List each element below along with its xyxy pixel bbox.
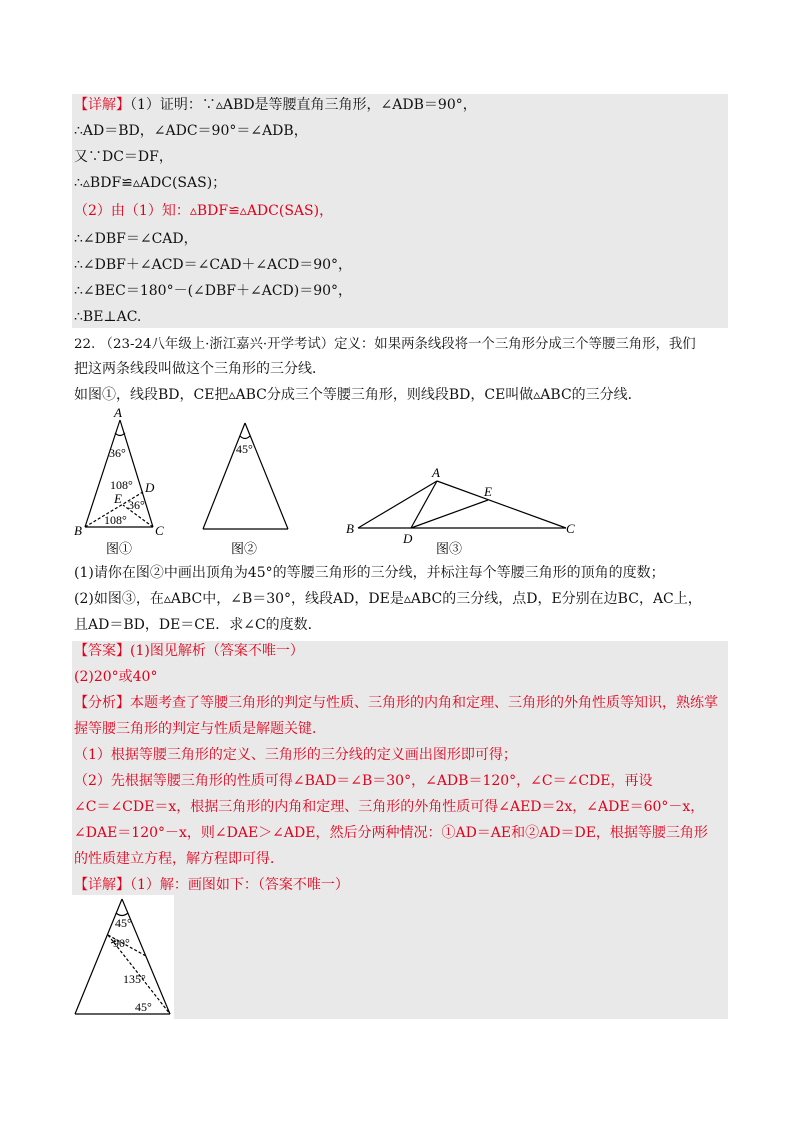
analysis-tag: 【分析】 xyxy=(74,695,130,711)
fig2-caption: 图② xyxy=(231,541,258,555)
answer-tag: 【答案】 xyxy=(74,643,130,659)
fig3-label-E: E xyxy=(484,484,492,499)
figure-3 xyxy=(358,481,566,528)
fig1-label-C: C xyxy=(155,523,164,538)
analysis-line-2: 握等腰三角形的判定与性质是解题关键． xyxy=(74,721,326,737)
fig1-angle-bottom: 108° xyxy=(104,513,127,527)
fig1-caption: 图① xyxy=(106,541,133,555)
fig3-label-B: B xyxy=(346,521,354,536)
fig2-angle: 45° xyxy=(236,442,253,456)
problem-line-2: 把这两条线段叫做这个三角形的三分线． xyxy=(74,361,326,377)
analysis-line-4: （2）先根据等腰三角形的性质可得∠BAD＝∠B＝30°，∠ADB＝120°，∠C＝∠CDE，再设 xyxy=(74,773,653,789)
detail-text-2: （1）解：画图如下：（答案不唯一） xyxy=(130,877,349,893)
solution-line-9: ∴BE⊥AC. xyxy=(74,309,142,325)
fig1-label-B: B xyxy=(74,523,82,538)
fig1-label-D: D xyxy=(145,480,155,495)
detail-tag-2: 【详解】 xyxy=(74,877,130,893)
fig3-label-D: D xyxy=(403,531,413,546)
analysis-line-5: ∠C＝∠CDE＝x，根据三角形的内角和定理、三角形的外角性质可得∠AED＝2x，∠ADE＝60°－x， xyxy=(74,799,705,815)
detail-tag: 【详解】 xyxy=(74,97,130,113)
solution-line-5: （2）由（1）知：▵BDF≌▵ADC(SAS)， xyxy=(74,203,334,219)
fig1-angle-d: 108° xyxy=(110,478,133,492)
detail-line-2 xyxy=(74,876,349,894)
solution-angle-mid: 135° xyxy=(123,972,146,986)
solution-figure xyxy=(70,893,190,1023)
solution-angle-bottom: 45° xyxy=(135,1000,152,1014)
analysis-text: 本题考查了等腰三角形的判定与性质、三角形的内角和定理、三角形的外角性质等知识，熟练掌 xyxy=(130,695,718,711)
fig3-label-A: A xyxy=(432,465,440,480)
analysis-line-1 xyxy=(74,694,718,712)
figure-2 xyxy=(203,423,288,529)
analysis-line-6: ∠DAE＝120°－x，则∠DAE＞∠ADE，然后分两种情况：①AD＝AE和②AD＝DE，根据等腰三角形 xyxy=(74,825,708,841)
answer-part-2: (2)20°或40° xyxy=(74,669,158,685)
solution-line-4: ∴▵BDF≌▵ADC(SAS)； xyxy=(74,175,227,191)
solution-line-7: ∴∠DBF＋∠ACD＝∠CAD＋∠ACD＝90°， xyxy=(74,257,353,273)
solution-line-3: 又∵DC＝DF， xyxy=(74,149,173,165)
analysis-line-7: 的性质建立方程，解方程即可得． xyxy=(74,851,284,867)
fig3-label-C: C xyxy=(566,521,575,536)
solution-angle-left: 90° xyxy=(113,936,130,950)
analysis-line-3: （1）根据等腰三角形的定义、三角形的三分线的定义画出图形即可得； xyxy=(74,747,517,763)
problem-line-3: 如图①，线段BD，CE把▵ABC分成三个等腰三角形，则线段BD，CE叫做▵ABC的三分线． xyxy=(74,387,642,403)
question-2a: (2)如图③，在▵ABC中，∠B＝30°，线段AD，DE是▵ABC的三分线，点D，E分别在边BC，AC上， xyxy=(74,591,702,607)
solution-line-6: ∴∠DBF＝∠CAD， xyxy=(74,231,198,247)
solution-line-1 xyxy=(74,96,477,114)
fig1-label-A: A xyxy=(114,405,122,420)
fig1-angle-e: 36° xyxy=(128,498,145,512)
fig3-caption: 图③ xyxy=(436,541,463,555)
question-1: (1)请你在图②中画出顶角为45°的等腰三角形的三分线，并标注每个等腰三角形的顶角的度数； xyxy=(74,565,665,581)
figures-row xyxy=(0,405,800,555)
fig1-label-E: E xyxy=(114,491,122,506)
answer-line-1 xyxy=(74,642,304,660)
solution-line-8: ∴∠BEC＝180°－(∠DBF＋∠ACD)＝90°， xyxy=(74,283,353,299)
solution-angle-top: 45° xyxy=(115,916,132,930)
answer-part-1: (1)图见解析（答案不唯一） xyxy=(130,643,304,659)
fig1-angle-top: 36° xyxy=(109,446,126,460)
question-2b: 且AD＝BD，DE＝CE．求∠C的度数． xyxy=(74,617,322,633)
detail-text: （1）证明：∵▵ABD是等腰直角三角形，∠ADB＝90°， xyxy=(130,97,477,113)
solution-line-2: ∴AD＝BD，∠ADC＝90°＝∠ADB， xyxy=(74,123,308,139)
problem-line-1: 22. （23-24八年级上·浙江嘉兴·开学考试）定义：如果两条线段将一个三角形分成三个等腰三角形，我们 xyxy=(74,337,696,352)
